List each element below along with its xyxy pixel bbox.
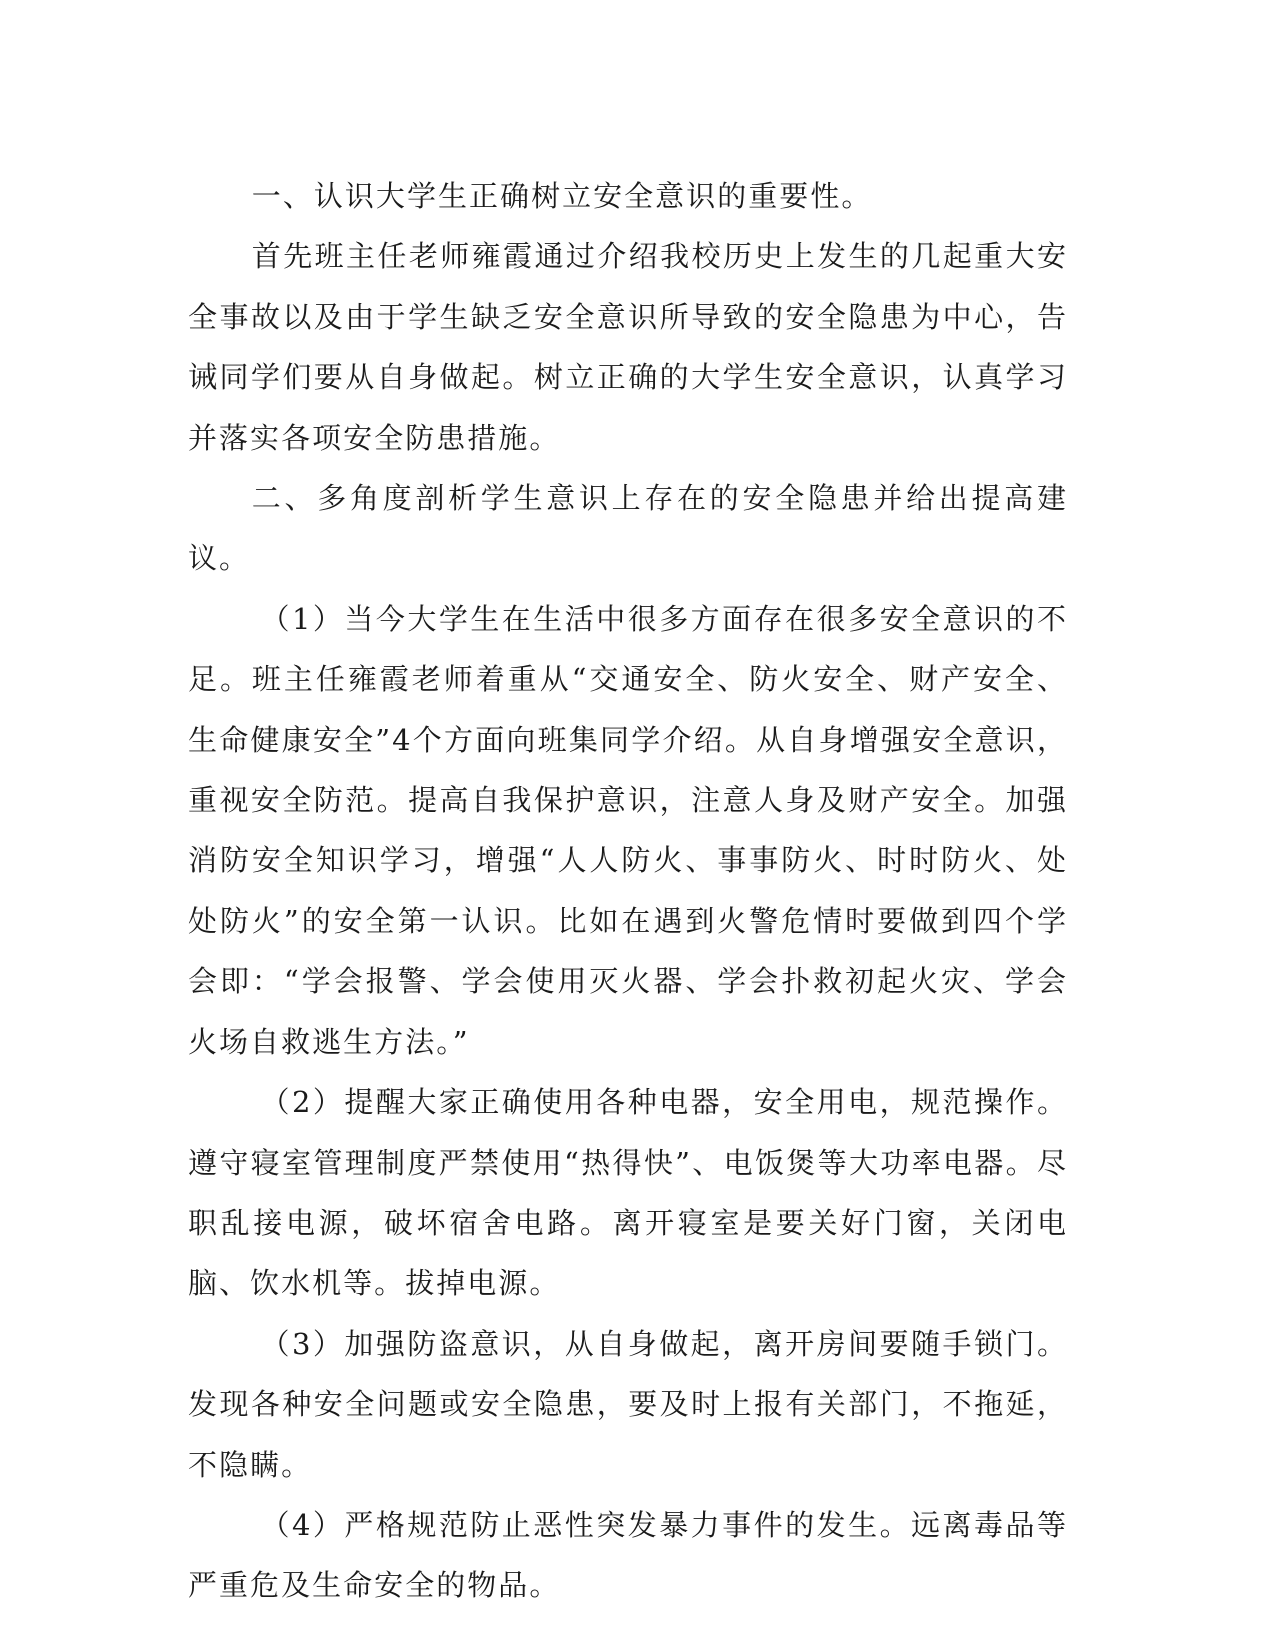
list-item-1: （1）当今大学生在生活中很多方面存在很多安全意识的不足。班主任雍霞老师着重从“交通安全、防火安全、财产安全、生命健康安全”4个方面向班集同学介绍。从自身增强安全意识，重视安全防范。提高自我保护意识，注意人身及财产安全。加强消防安全知识学习，增强“人人防火、事事防火、时时防火、处处防火”的安全第一认识。比如在遇到火警危情时要做到四个学会即：“学会报警、学会使用灭火器、学会扑救初起火灾、学会火场自救逃生方法。” [188, 601, 1068, 1059]
document-body [188, 166, 1068, 1616]
list-item-4: （4）严格规范防止恶性突发暴力事件的发生。远离毒品等严重危及生命安全的物品。 [188, 1507, 1068, 1603]
section-heading-1: 一、认识大学生正确树立安全意识的重要性。 [251, 179, 873, 213]
list-item-2: （2）提醒大家正确使用各种电器，安全用电，规范操作。遵守寝室管理制度严禁使用“热得快”、电饭煲等大功率电器。尽职乱接电源，破坏宿舍电路。离开寝室是要关好门窗，关闭电脑、饮水机等。拔掉电源。 [188, 1085, 1068, 1301]
section-heading-2: 二、多角度剖析学生意识上存在的安全隐患并给出提高建议。 [188, 481, 1068, 576]
body-paragraph: 首先班主任老师雍霞通过介绍我校历史上发生的几起重大安全事故以及由于学生缺乏安全意识所导致的安全隐患为中心，告诫同学们要从自身做起。树立正确的大学生安全意识，认真学习并落实各项安全防患措施。 [188, 239, 1068, 455]
list-item-3: （3）加强防盗意识，从自身做起，离开房间要随手锁门。发现各种安全问题或安全隐患，要及时上报有关部门，不拖延，不隐瞒。 [188, 1326, 1068, 1482]
